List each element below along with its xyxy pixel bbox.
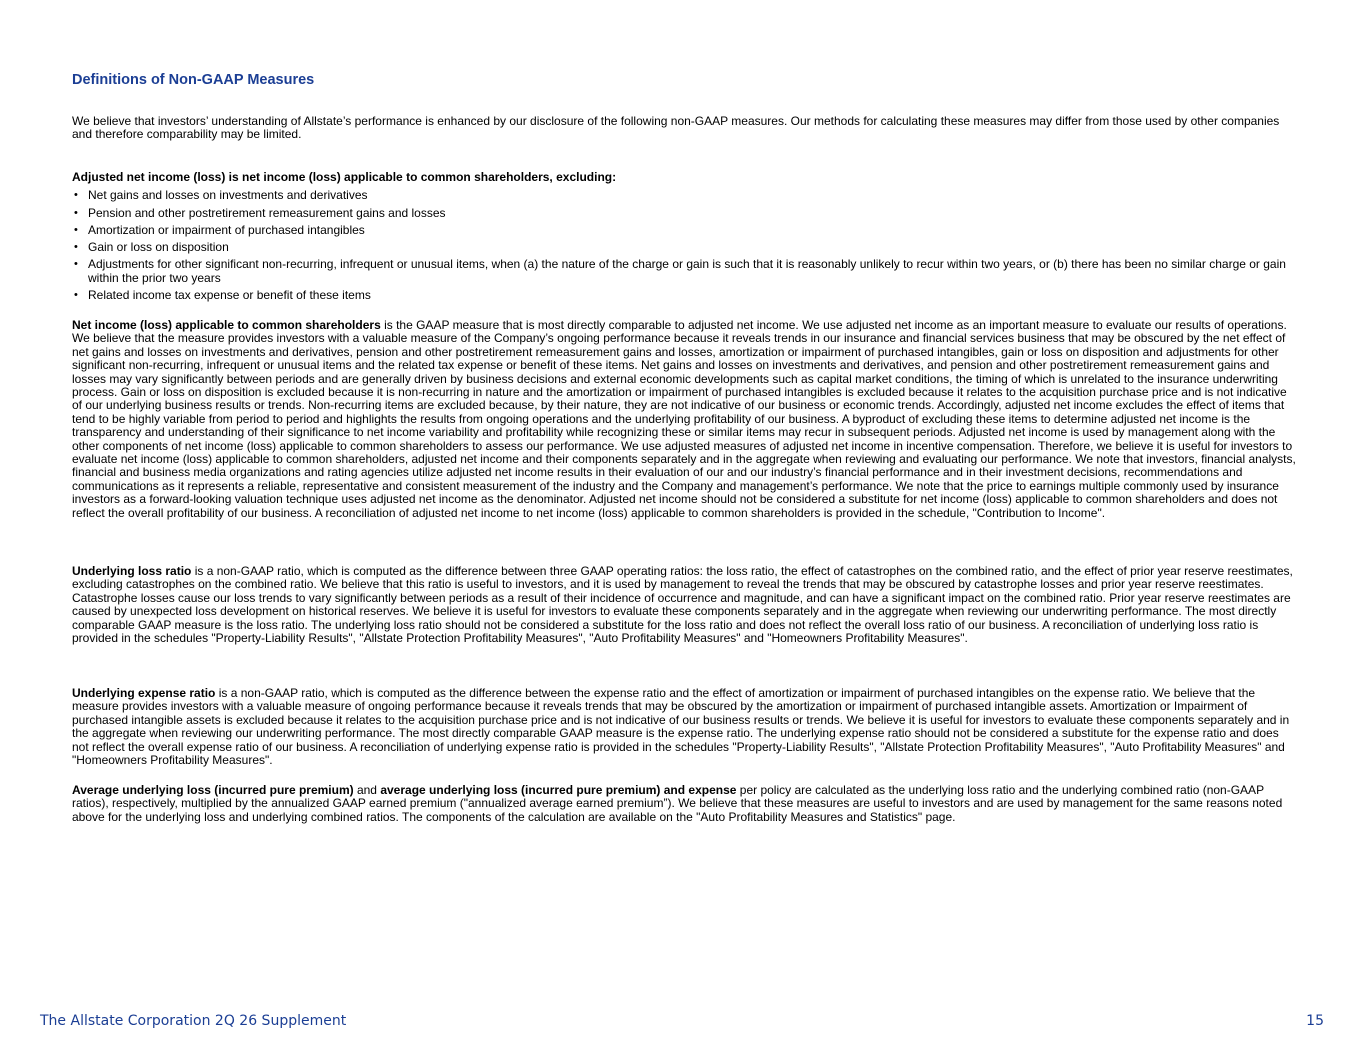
underlying-expense-ratio-term: Underlying expense ratio — [72, 686, 216, 700]
average-underlying-text: per policy are calculated as the underlying loss ratio and the underlying combined ratio (non-GAAP ratios), respectively, multiplied by the annualized GAAP earned premium ("annualized average earned premium”). We believe that these measures are useful to investors and are used by management for the same reasons noted above for the underlying loss and underlying combined ratios. The components of the calculation are available on the "Auto Profitability Measures and Statistics" page. — [72, 783, 1283, 824]
net-income-term: Net income (loss) applicable to common shareholders — [72, 318, 381, 332]
adjusted-net-income-heading: Adjusted net income (loss) is net income (loss) applicable to common shareholders, excluding: — [72, 170, 617, 184]
list-item: • Gain or loss on disposition — [72, 241, 1296, 254]
average-underlying-loss-expense-term: average underlying loss (incurred pure premium) and expense — [380, 783, 737, 797]
list-item: • Net gains and losses on investments and derivatives — [72, 189, 1296, 202]
adjusted-net-income-section — [72, 171, 1296, 306]
page-number: 15 — [1306, 1013, 1324, 1029]
underlying-loss-ratio-term: Underlying loss ratio — [72, 564, 192, 578]
intro-paragraph: We believe that investors’ understanding of Allstate’s performance is enhanced by our disclosure of the following non-GAAP measures. Our methods for calculating these measures may differ from those used by other companies and therefore comparability may be limited. — [72, 114, 1280, 142]
underlying-expense-ratio-text: is a non-GAAP ratio, which is computed as the difference between the expense ratio and the effect of amortization or impairment of purchased intangibles on the expense ratio. We believe that the measure provides investors with a valuable measure of ongoing performance because it reveals trends that may be obscured by the amortization or impairment of purchased intangible assets. Amortization or Impairment of purchased intangible assets is excluded because it relates to the acquisition purchase price and is not indicative of our business results or trends. We believe it is useful for investors to evaluate these components separately and in the aggregate when reviewing our underwriting performance. The most directly comparable GAAP measure is the expense ratio. The underlying expense ratio should not be considered a substitute for the expense ratio and does not reflect the overall expense ratio of our business. A reconciliation of underlying expense ratio is provided in the schedules "Property-Liability Results", "Allstate Protection Profitability Measures", "Auto Profitability Measures" and "Homeowners Profitability Measures". — [72, 686, 1290, 768]
average-underlying-loss-term: Average underlying loss (incurred pure premium) — [72, 783, 354, 797]
net-income-paragraph — [72, 319, 1296, 520]
list-item: • Adjustments for other significant non-recurring, infrequent or unusual items, when (a) the nature of the charge or gain is such that it is reasonably unlikely to recur within two years, or (b) there has been no similar charge or gain within the prior two years — [72, 258, 1296, 285]
page-title: Definitions of Non-GAAP Measures — [72, 72, 315, 88]
footer-document-title: The Allstate Corporation 2Q 26 Supplement — [40, 1013, 347, 1029]
average-underlying-loss-paragraph — [72, 784, 1296, 824]
underlying-expense-ratio-paragraph — [72, 687, 1296, 767]
connector-text: and — [353, 783, 381, 797]
underlying-loss-ratio-text: is a non-GAAP ratio, which is computed as the difference between three GAAP operating ratios: the loss ratio, the effect of catastrophes on the combined ratio, and the effect of prior year reserve reestimates, excluding catastrophes on the combined ratio. We believe that this ratio is useful to investors, and it is used by management to reveal the trends that may be obscured by catastrophe losses and prior year reserve reestimates. Catastrophe losses cause our loss trends to vary significantly between periods as a result of their incidence of occurrence and magnitude, and can have a significant impact on the combined ratio. Prior year reserve reestimates are caused by unexpected loss development on historical reserves. We believe it is useful for investors to evaluate these components separately and in the aggregate when reviewing our underwriting performance. The most directly comparable GAAP measure is the loss ratio. The underlying loss ratio should not be considered a substitute for the loss ratio and does not reflect the overall loss ratio of our business. A reconciliation of underlying loss ratio is provided in the schedules "Property-Liability Results", "Allstate Protection Profitability Measures", "Auto Profitability Measures" and "Homeowners Profitability Measures". — [72, 564, 1293, 646]
net-income-text: is the GAAP measure that is most directly comparable to adjusted net income. We use adjusted net income as an important measure to evaluate our results of operations. We believe that the measure provides investors with a valuable measure of the Company’s ongoing performance because it reveals trends in our insurance and financial services business that may be obscured by the net effect of net gains and losses on investments and derivatives, pension and other postretirement remeasurement gains and losses, amortization or impairment of purchased intangibles, gain or loss on disposition and adjustments for other significant non-recurring, infrequent or unusual items and the related tax expense or benefit of these items. Net gains and losses on investments and derivatives, and pension and other postretirement remeasurement gains and losses may vary significantly between periods and are generally driven by business decisions and external economic developments such as capital market conditions, the timing of which is unrelated to the insurance underwriting process. Gain or loss on disposition is excluded because it is non-recurring in nature and the amortization or impairment of purchased intangibles is excluded because it relates to the acquisition purchase price and is not indicative of our underlying business results or trends. Non-recurring items are excluded because, by their nature, they are not indicative of our business or economic trends. Accordingly, adjusted net income excludes the effect of items that tend to be highly variable from period to period and highlights the results from ongoing operations and the underlying profitability of our business. A byproduct of excluding these items to determine adjusted net income is the transparency and understanding of their significance to net income variability and profitability while recognizing these or similar items may recur in subsequent periods. Adjusted net income is used by management along with the other components of net income (loss) applicable to common shareholders to assess our performance. We use adjusted measures of adjusted net income in incentive compensation. Therefore, we believe it is useful for investors to evaluate net income (loss) applicable to common shareholders, adjusted net income and their components separately and in the aggregate when reviewing and evaluating our performance. We note that investors, financial analysts, financial and business media organizations and rating agencies utilize adjusted net income results in their evaluation of our and our industry’s financial performance and in their investment decisions, recommendations and communications as it represents a reliable, representative and consistent measurement of the industry and the Company and management’s performance. We note that the price to earnings multiple commonly used by insurance investors as a forward-looking valuation technique uses adjusted net income as the denominator. Adjusted net income should not be considered a substitute for net income (loss) applicable to common shareholders and does not reflect the overall profitability of our business. A reconciliation of adjusted net income to net income (loss) applicable to common shareholders is provided in the schedule, "Contribution to Income". — [72, 318, 1296, 520]
list-item: • Pension and other postretirement remeasurement gains and losses — [72, 207, 1296, 220]
exclusions-list — [72, 189, 1296, 302]
list-item: • Related income tax expense or benefit of these items — [72, 289, 1296, 302]
list-item: • Amortization or impairment of purchased intangibles — [72, 224, 1296, 237]
underlying-loss-ratio-paragraph — [72, 565, 1296, 645]
